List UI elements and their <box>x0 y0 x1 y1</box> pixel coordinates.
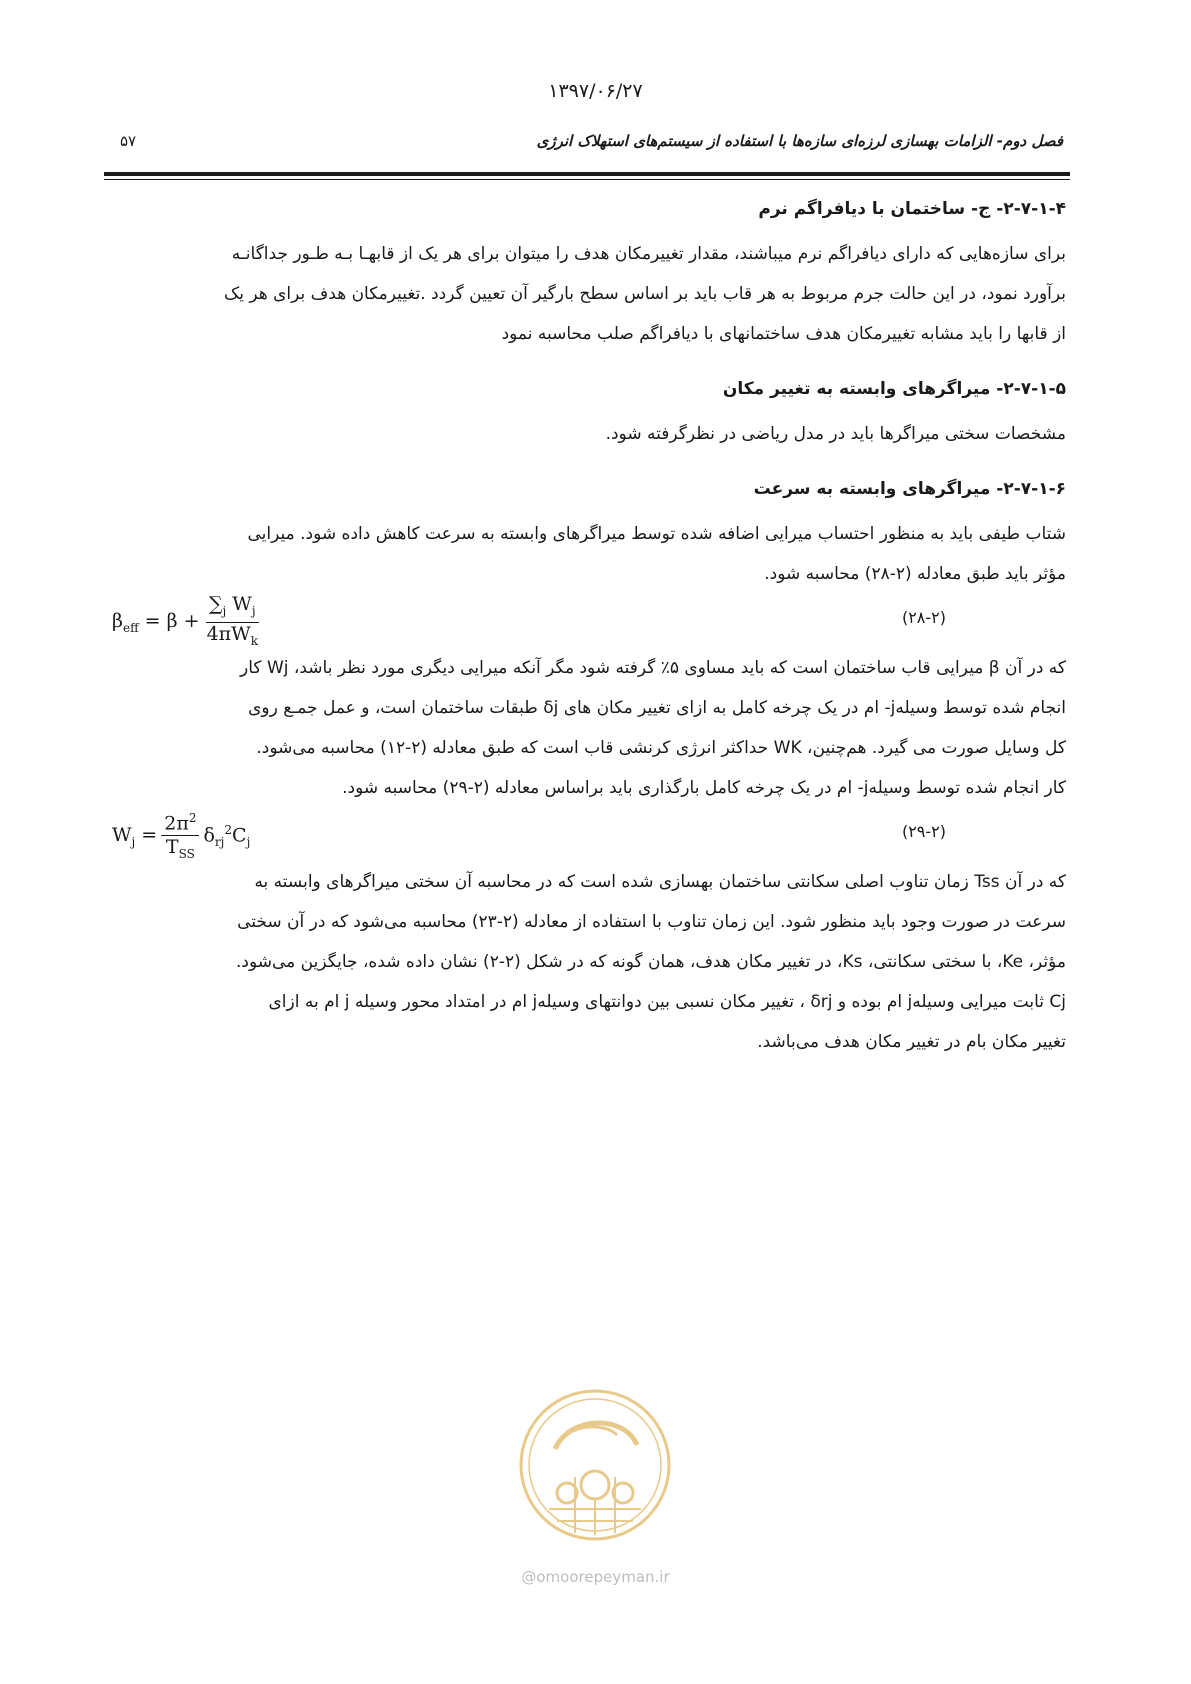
equation-28-expression: $\beta_{eff} = \beta$ + $\frac{\sum_j W_j}{4\pi W_k}$ <box>112 592 258 648</box>
section-heading-4: ۲-۷-۱-۴- ج- ساختمان با دیافراگم نرم <box>758 199 1066 219</box>
paragraph-line: از قابها را باید مشابه تغییرمکان هدف ساختمانهای با دیافراگم صلب محاسبه نمود <box>501 324 1066 344</box>
paragraph-line: که در آن Tss زمان تناوب اصلی سکانتی ساختمان بهسازی شده است که در محاسبه آن سختی میراگرهای وابسته به <box>254 872 1066 892</box>
paragraph-line: مشخصات سختی میراگرها باید در مدل ریاضی در نظرگرفته شود. <box>605 424 1066 444</box>
paragraph-line: که در آن β میرایی قاب ساختمان است که باید مساوی ۵٪ گرفته شود مگر آنکه میرایی دیگری مورد نظر باشد، Wj کار <box>240 658 1066 678</box>
paragraph-line: مؤثر، Ke، با سختی سکانتی، Ks، در تغییر مکان هدف، همان گونه که در شکل (۲-۲) نشان داده شده، جایگزین می‌شود. <box>236 952 1066 972</box>
equation-28 <box>112 592 1066 648</box>
paragraph-line: برآورد نمود، در این حالت جرم مربوط به هر قاب باید بر اساس سطح بارگیر آن تعیین گردد .تغییرمکان هدف برای هر یک <box>224 284 1066 304</box>
paragraph-line: انجام شده توسط وسیله‌j- ام در یک چرخه کامل به ازای تغییر مکان های δj طبقات ساختمان است، و عمل جمـع روی <box>248 698 1066 718</box>
section-heading-5: ۲-۷-۱-۵- میراگرهای وابسته به تغییر مکان <box>722 379 1066 399</box>
paragraph-line: برای سازه‌هایی که دارای دیافراگم نرم میباشند، مقدار تغییرمکان هدف را میتوان برای هر یک از قابهـا بـه طـور جداگانـه <box>231 244 1066 264</box>
equation-29-number: (۲۹-۲) <box>901 822 946 841</box>
paragraph-line: کل وسایل صورت می گیرد. هم‌چنین، WK حداکثر انرژی کرنشی قاب است که طبق معادله (۲-۱۲) محاسبه می‌شود. <box>256 738 1066 758</box>
body-content <box>112 192 1066 1062</box>
equation-28-number: (۲۸-۲) <box>901 608 946 627</box>
equation-29 <box>112 810 1066 862</box>
header-rule-thin <box>104 179 1070 180</box>
running-title: فصل دوم- الزامات بهسازی لرزه‌ای سازه‌ها با استفاده از سیستم‌های استهلاک انرژی <box>536 132 1063 150</box>
paragraph-line: Cj ثابت میرایی وسیله‌j ام بوده و δrj ، تغییر مکان نسبی بین دوانتهای وسیله‌j ام در امتداد محور وسیله j ام به ازای <box>268 992 1066 1012</box>
page-number: ۵۷ <box>120 132 137 150</box>
section-heading-6: ۲-۷-۱-۶- میراگرهای وابسته به سرعت <box>753 479 1066 499</box>
equation-29-expression: $W_j$ = $\frac{2\pi^2}{T_{SS}}$ $\delta_{rj}^2C_j$ <box>112 810 250 862</box>
paragraph-line: مؤثر باید طبق معادله (۲-۲۸) محاسبه شود. <box>764 564 1066 584</box>
watermark-logo-icon <box>515 1385 675 1545</box>
paragraph-line: تغییر مکان بام در تغییر مکان هدف می‌باشد. <box>757 1032 1066 1052</box>
header-date: ۱۳۹۷/۰۶/۲۷ <box>548 80 643 102</box>
paragraph-line: سرعت در صورت وجود باید منظور شود. این زمان تناوب با استفاده از معادله (۲-۲۳) محاسبه می‌شود که در آن سختی <box>237 912 1066 932</box>
paragraph-line: شتاب طیفی باید به منظور احتساب میرایی اضافه شده توسط میراگرهای وابسته به سرعت کاهش داده شود. میرایی <box>247 524 1066 544</box>
paragraph-line: کار انجام شده توسط وسیله‌j- ام در یک چرخه کامل بارگذاری باید براساس معادله (۲-۲۹) محاسبه شود. <box>342 778 1066 798</box>
header-rule-thick <box>104 172 1070 176</box>
watermark-url: @omoorepeyman.ir <box>521 1568 670 1586</box>
